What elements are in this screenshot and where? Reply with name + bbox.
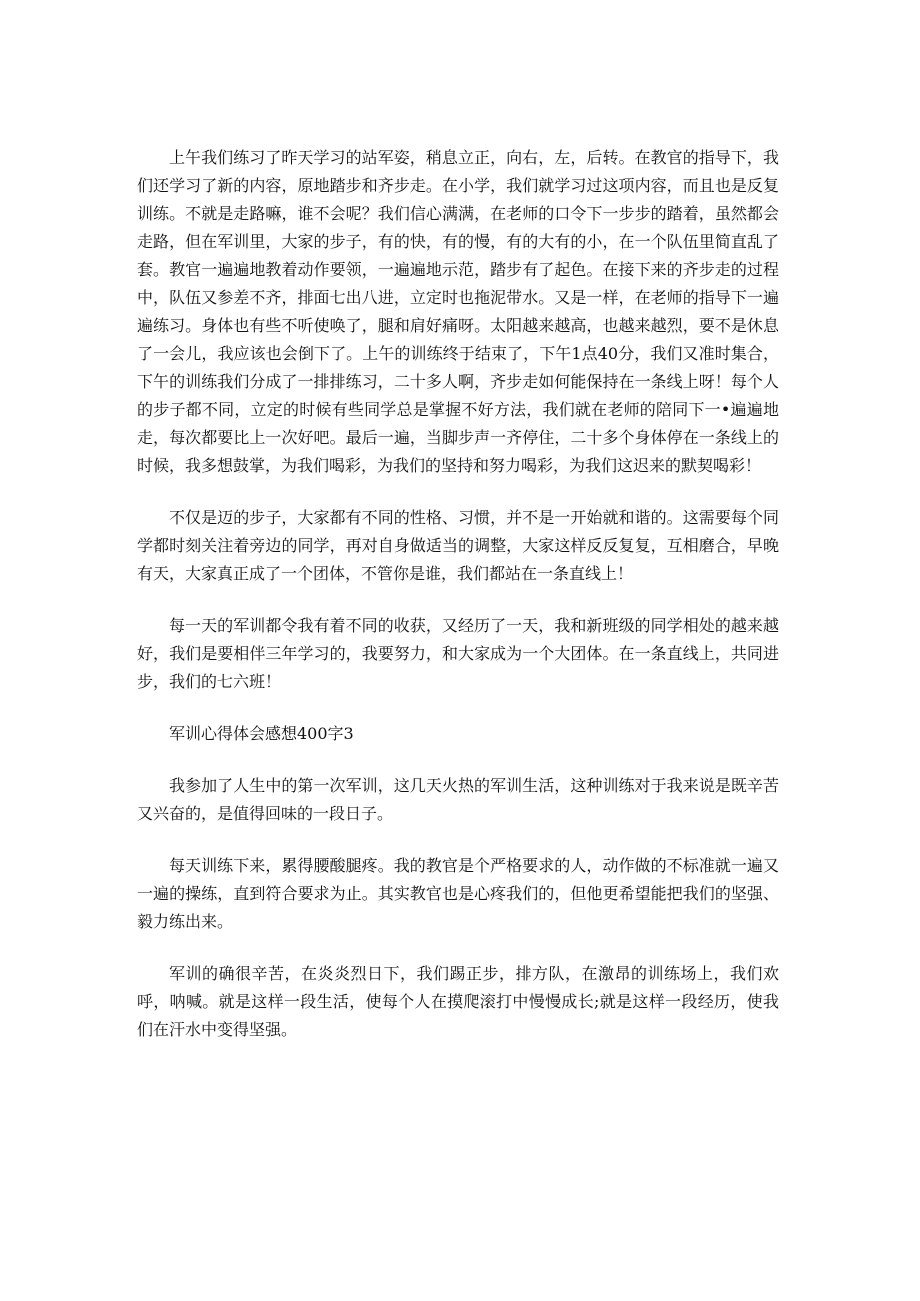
paragraph-teamwork: 不仅是迈的步子，大家都有不同的性格、习惯，并不是一开始就和谐的。这需要每个同学都时刻关注着旁边的同学，再对自身做适当的调整，大家这样反反复复，互相磨合，早晚有天，大家真正成了一个团体，不管你是谁，我们都站在一条直线上！ (137, 508, 779, 583)
paragraph-strict-instructor: 每天训练下来，累得腰酸腿疼。我的教官是个严格要求的人，动作做的不标准就一遍又一遍的操练，直到符合要求为止。其实教官也是心疼我们的，但他更希望能把我们的坚强、毅力练出来。 (137, 856, 779, 931)
section-title: 军训心得体会感想400字3 (169, 724, 354, 743)
document-page (137, 144, 779, 1068)
paragraph-training-day: 上午我们练习了昨天学习的站军姿，稍息立正，向右，左，后转。在教官的指导下，我们还学习了新的内容，原地踏步和齐步走。在小学，我们就学习过这项内容，而且也是反复训练。不就是走路嘛，谁不会呢？我们信心满满，在老师的口令下一步步的踏着，虽然都会走路，但在军训里，大家的步子，有的快，有的慢，有的大有的小，在一个队伍里简直乱了套。教官一遍遍地教着动作要领，一遍遍地示范，踏步有了起色。在接下来的齐步走的过程中，队伍又参差不齐，排面七出八进，立定时也拖泥带水。又是一样，在老师的指导下一遍遍练习。身体也有些不听使唤了，腿和肩好痛呀。太阳越来越高，也越来越烈，要不是休息了一会儿，我应该也会倒下了。上午的训练终于结束了，下午1点40分，我们又准时集合，下午的训练我们分成了一排排练习，二十多人啊，齐步走如何能保持在一条线上呀！每个人的步子都不同，立定的时候有些同学总是掌握不好方法，我们就在老师的陪同下一•遍遍地走，每次都要比上一次好吧。最后一遍，当脚步声一齐停住，二十多个身体停在一条线上的时候，我多想鼓掌，为我们喝彩，为我们的坚持和努力喝彩，为我们这迟来的默契喝彩！ (137, 148, 779, 475)
paragraph-first-training: 我参加了人生中的第一次军训，这几天火热的军训生活，这种训练对于我来说是既辛苦又兴奋的，是值得回味的一段日子。 (137, 776, 779, 823)
paragraph-class-unity: 每一天的军训都令我有着不同的收获，又经历了一天，我和新班级的同学相处的越来越好，我们是要相伴三年学习的，我要努力，和大家成为一个大团体。在一条直线上，共同进步，我们的七六班！ (137, 616, 779, 691)
paragraph-hardship: 军训的确很辛苦，在炎炎烈日下，我们踢正步，排方队，在激昂的训练场上，我们欢呼，呐喊。就是这样一段生活，使每个人在摸爬滚打中慢慢成长;就是这样一段经历，使我们在汗水中变得坚强。 (137, 964, 779, 1039)
